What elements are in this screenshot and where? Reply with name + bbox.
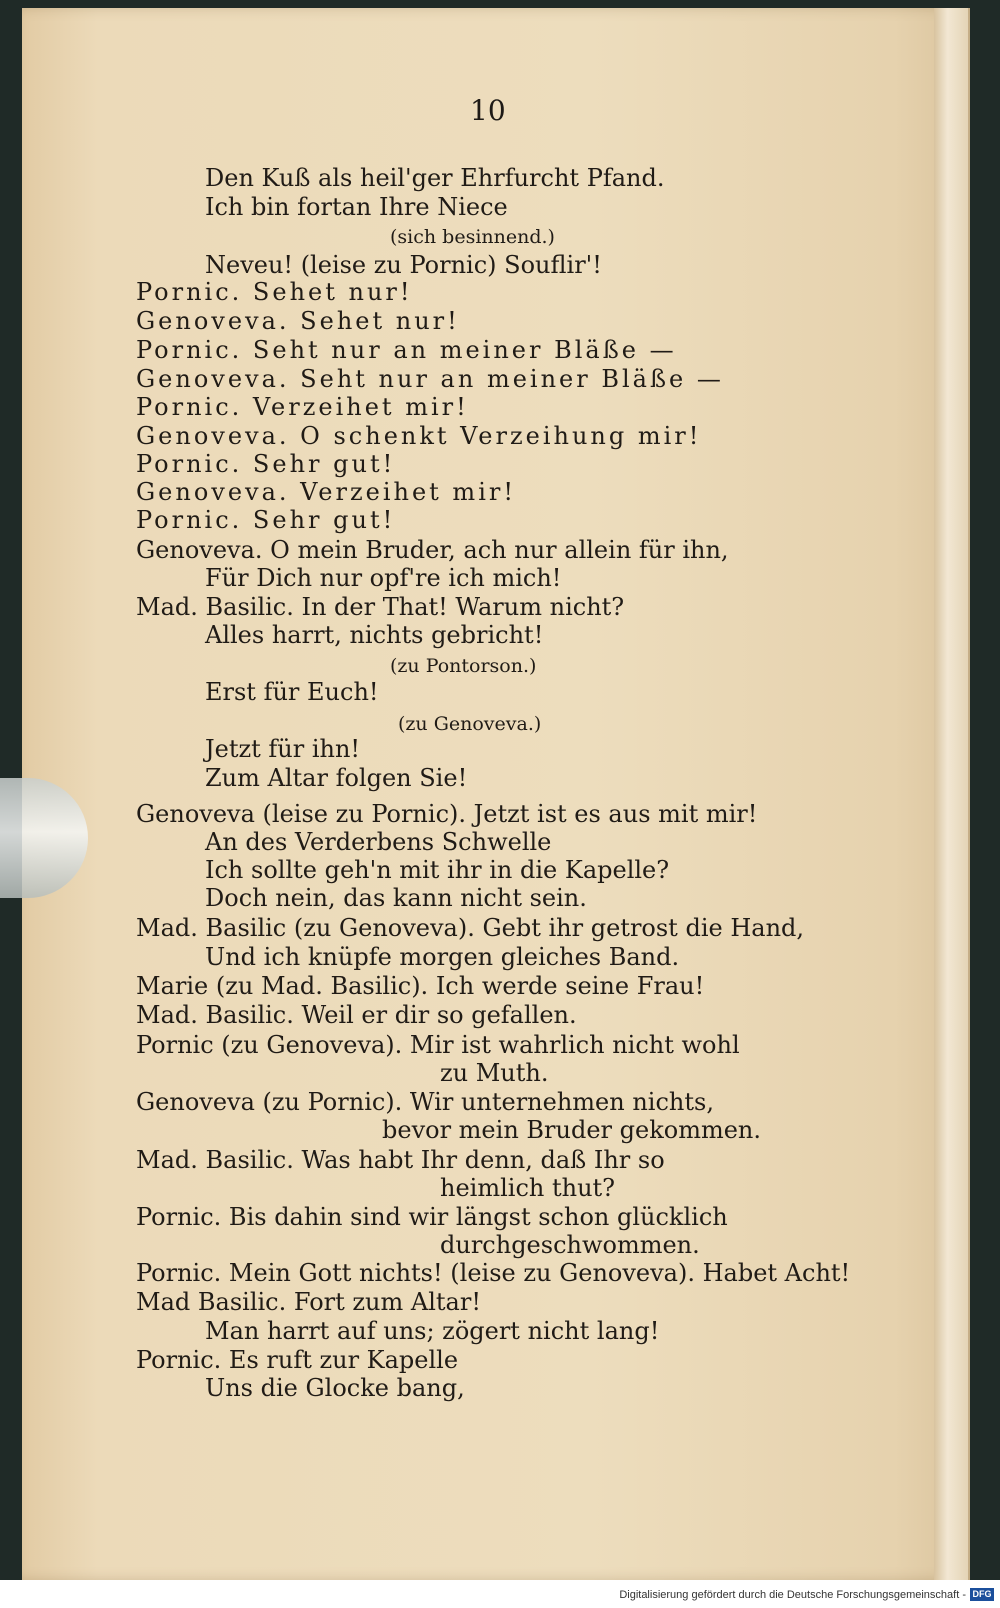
text-line: Ich sollte geh'n mit ihr in die Kapelle? xyxy=(205,856,670,884)
text-line: Neveu! (leise zu Pornic) Souflir'! xyxy=(205,251,602,279)
text-line: bevor mein Bruder gekommen. xyxy=(382,1116,761,1144)
speaker-line: Pornic. Sehr gut! xyxy=(136,506,396,534)
text-line: Den Kuß als heil'ger Ehrfurcht Pfand. xyxy=(205,164,665,192)
speaker-line: Pornic (zu Genoveva). Mir ist wahrlich nicht wohl xyxy=(136,1031,740,1059)
speaker-line: Pornic. Bis dahin sind wir längst schon glücklich xyxy=(136,1203,728,1231)
speaker-line: Genoveva. Sehet nur! xyxy=(136,307,460,335)
speaker-line: Mad. Basilic. Was habt Ihr denn, daß Ihr so xyxy=(136,1146,665,1174)
text-line: heimlich thut? xyxy=(440,1174,616,1202)
speaker-line: Mad. Basilic. In der That! Warum nicht? xyxy=(136,593,625,621)
text-line: durchgeschwommen. xyxy=(440,1231,700,1259)
dfg-logo: DFG xyxy=(970,1588,994,1601)
speaker-line: Mad Basilic. Fort zum Altar! xyxy=(136,1288,481,1316)
text-line: Erst für Euch! xyxy=(205,678,379,706)
text-line: Jetzt für ihn! xyxy=(205,735,361,763)
speaker-line: Pornic. Mein Gott nichts! (leise zu Genoveva). Habet Acht! xyxy=(136,1259,851,1287)
speaker-line: Genoveva. Verzeihet mir! xyxy=(136,478,516,506)
text-line: Uns die Glocke bang, xyxy=(205,1374,465,1402)
speaker-line: Genoveva. Seht nur an meiner Bläße — xyxy=(136,365,724,393)
speaker-line: Pornic. Verzeihet mir! xyxy=(136,393,469,421)
text-line: Alles harrt, nichts gebricht! xyxy=(205,621,544,649)
speaker-line: Genoveva (zu Pornic). Wir unternehmen nichts, xyxy=(136,1088,714,1116)
speaker-line: Pornic. Sehet nur! xyxy=(136,278,413,306)
speaker-line: Mad. Basilic. Weil er dir so gefallen. xyxy=(136,1001,577,1029)
text-block xyxy=(0,160,1000,1420)
speaker-line: Pornic. Es ruft zur Kapelle xyxy=(136,1346,459,1374)
text-line: Doch nein, das kann nicht sein. xyxy=(205,884,587,912)
text-line: Und ich knüpfe morgen gleiches Band. xyxy=(205,943,680,971)
speaker-line: Pornic. Sehr gut! xyxy=(136,450,396,478)
text-line: Ich bin fortan Ihre Niece xyxy=(205,193,508,221)
funding-notice: Digitalisierung gefördert durch die Deutsche Forschungsgemeinschaft - xyxy=(619,1589,966,1601)
text-line: Für Dich nur opf're ich mich! xyxy=(205,564,562,592)
stage-direction: (zu Pontorson.) xyxy=(390,655,537,677)
text-line: An des Verderbens Schwelle xyxy=(205,828,552,856)
stage-direction: (zu Genoveva.) xyxy=(398,713,542,735)
speaker-line: Marie (zu Mad. Basilic). Ich werde seine Frau! xyxy=(136,972,705,1000)
speaker-line: Genoveva. O mein Bruder, ach nur allein für ihn, xyxy=(136,536,729,564)
speaker-line: Genoveva (leise zu Pornic). Jetzt ist es aus mit mir! xyxy=(136,800,758,828)
text-line: zu Muth. xyxy=(440,1059,549,1087)
speaker-line: Genoveva. O schenkt Verzeihung mir! xyxy=(136,422,702,450)
text-line: Zum Altar folgen Sie! xyxy=(205,764,468,792)
speaker-line: Pornic. Seht nur an meiner Bläße — xyxy=(136,336,677,364)
page-number: 10 xyxy=(470,94,506,127)
stage-direction: (sich besinnend.) xyxy=(390,226,555,248)
speaker-line: Mad. Basilic (zu Genoveva). Gebt ihr getrost die Hand, xyxy=(136,914,805,942)
text-line: Man harrt auf uns; zögert nicht lang! xyxy=(205,1317,660,1345)
